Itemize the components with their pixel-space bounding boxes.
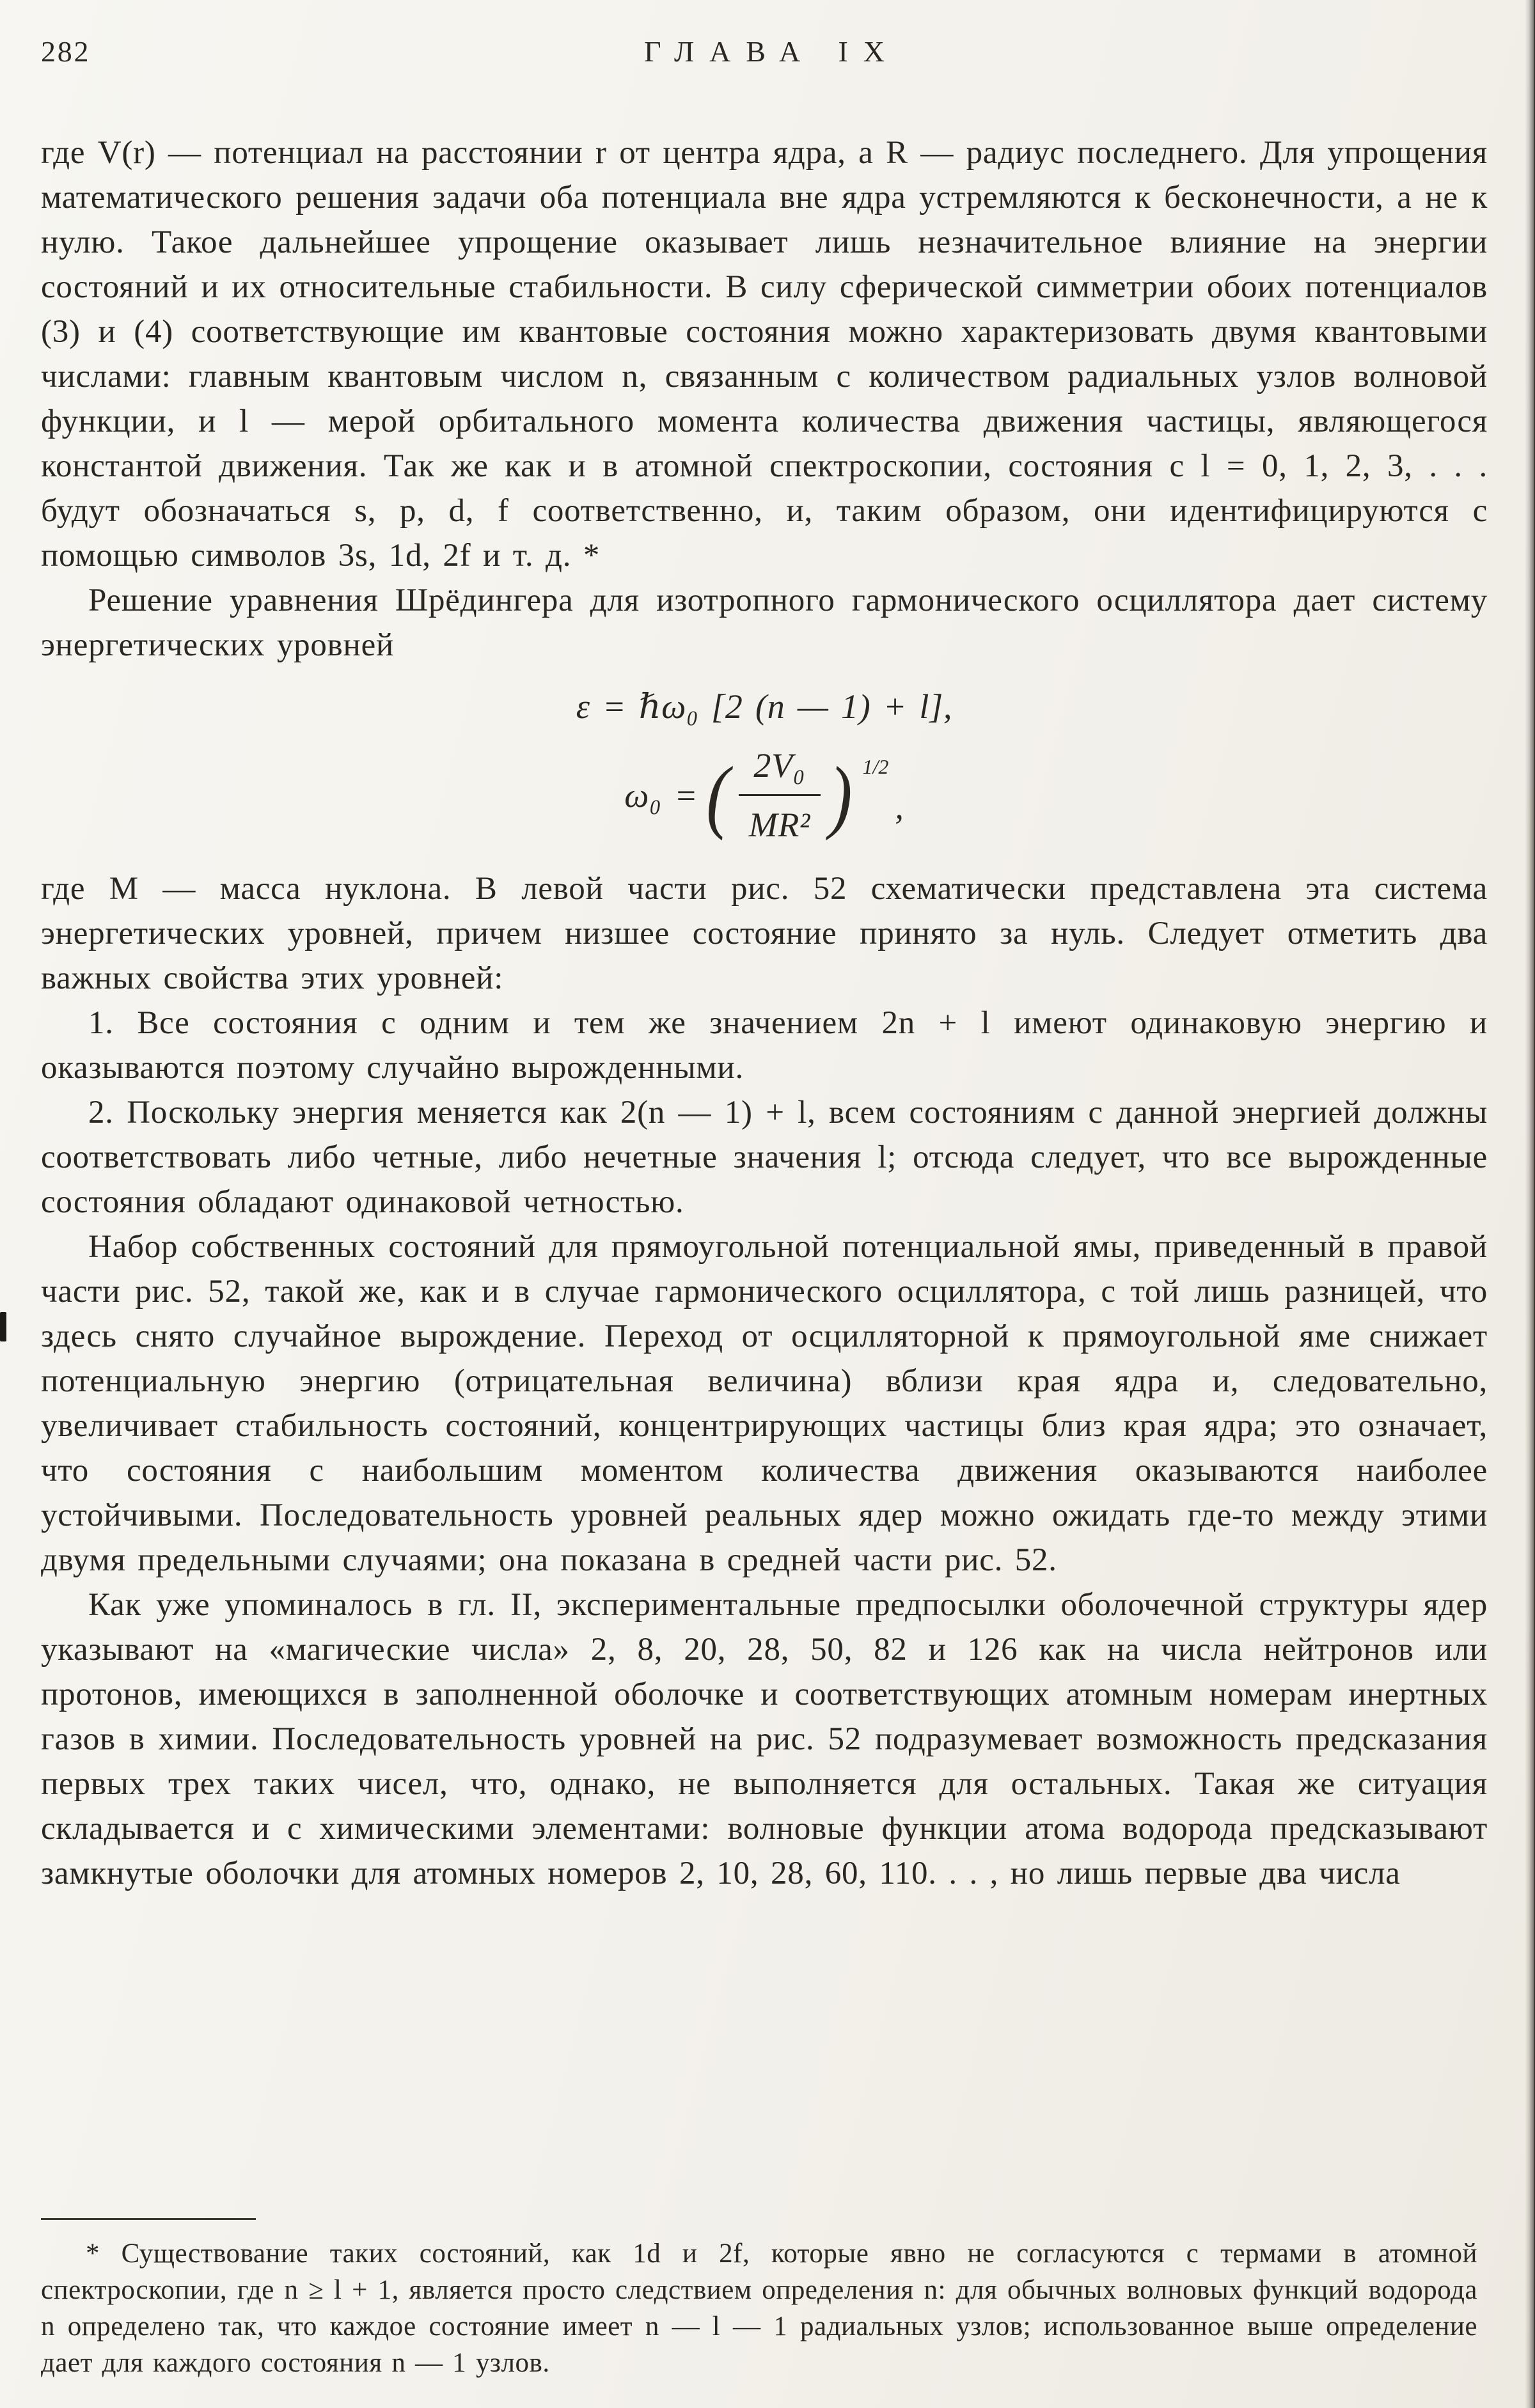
paragraph-numbered-2: 2. Поскольку энергия меняется как 2(n — 1) + l, всем состояниям с данной энергией должны соответствовать либо четные, либо нечетные значения l; отсюда следует, что все вырожденные состояния обладают одинаковой четностью. [41,1095,1488,1220]
scan-edge-artifact [1525,0,1535,2408]
scan-mark-artifact [0,1312,6,1341]
chapter-header: ГЛАВА IX [643,35,900,68]
fraction-denominator: MR² [739,794,821,847]
footnote-text: * Существование таких состояний, как 1d и 2f, которые явно не согласуются с термами в атомной спектроскопии, где n ≥ l + 1, является просто следствием определения n: для обычных волновых функций водорода n определено так, что каждое состояние имеет n — l — 1 радиальных узлов; использованное выше определение дает для каждого состояния n — 1 узлов. [41,2239,1477,2378]
trailing-comma: , [895,788,904,826]
paragraph-numbered-1: 1. Все состояния с одним и тем же значением 2n + l имеют одинаковую энергию и оказываются поэтому случайно вырожденными. [41,1005,1488,1086]
equation-block [41,684,1488,847]
fraction [739,743,821,847]
footnote-rule [41,2218,256,2220]
footnote-area [41,2218,1477,2381]
equation-energy-levels: ε = ℏω₀ [2 (n — 1) + l], [576,687,953,726]
paragraph: Набор собственных состояний для прямоугольной потенциальной ямы, приведенный в правой части рис. 52, такой же, как и в случае гармонического осциллятора, с той лишь разницей, что здесь снято случайное вырождение. Переход от осцилляторной к прямоугольной яме снижает потенциальную энергию (отрицательная величина) вблизи края ядра и, следовательно, увеличивает стабильность состояний, концентрирующих частицы близ края ядра; это означает, что состояния с наибольшим моментом количества движения оказываются наиболее устойчивыми. Последовательность уровней реальных ядер можно ожидать где-то между этими двумя предельными случаями; она показана в средней части рис. 52. [41,1229,1488,1578]
paragraph: где M — масса нуклона. В левой части рис. 52 схематически представлена эта система энергетических уровней, причем низшее состояние принято за нуль. Следует отметить два важных свойства этих уровней: [41,871,1488,996]
paragraph: Как уже упоминалось в гл. II, экспериментальные предпосылки оболочечной структуры ядер указывают на «магические числа» 2, 8, 20, 28, 50, 82 и 126 как на числа нейтронов или протонов, имеющихся в заполненной оболочке и соответствующих атомным номерам инертных газов в химии. Последовательность уровней на рис. 52 подразумевает возможность предсказания первых трех таких чисел, что, однако, не выполняется для остальных. Такая же ситуация складывается и с химическими элементами: волновые функции атома водорода предсказывают замкнутые оболочки для атомных номеров 2, 10, 28, 60, 110. . . , но лишь первые два числа [41,1587,1488,1891]
page-number: 282 [41,35,91,68]
exponent: 1/2 [862,755,889,778]
paragraph: где V(r) — потенциал на расстоянии r от центра ядра, а R — радиус последнего. Для упрощения математического решения задачи оба потенциала вне ядра устремляются к бесконечности, а не к нулю. Такое дальнейшее упрощение оказывает лишь незначительное влияние на энергии состояний и их относительные стабильности. В силу сферической симметрии обоих потенциалов (3) и (4) соответствующие им квантовые состояния можно характеризовать двумя квантовыми числами: главным квантовым числом n, связанным с количеством радиальных узлов волновой функции, и l — мерой орбитального момента количества движения частицы, являющегося константой движения. Так же как и в атомной спектроскопии, состояния с l = 0, 1, 2, 3, . . . будут обозначаться s, p, d, f соответственно, и, таким образом, они идентифицируются с помощью символов 3s, 1d, 2f и т. д. * [41,135,1488,574]
paragraph: Решение уравнения Шрёдингера для изотропного гармонического осциллятора дает систему энергетических уровней [41,582,1488,663]
equation-lhs: ω₀ = [624,776,698,815]
fraction-numerator: 2V₀ [753,746,806,785]
page-body [41,130,1488,1896]
page-header [41,32,1488,72]
equation-omega0: ω₀ = ( $\frac{\text{2V₀}}{\text{MR²}}$ ) 1/2 , [41,743,1488,847]
